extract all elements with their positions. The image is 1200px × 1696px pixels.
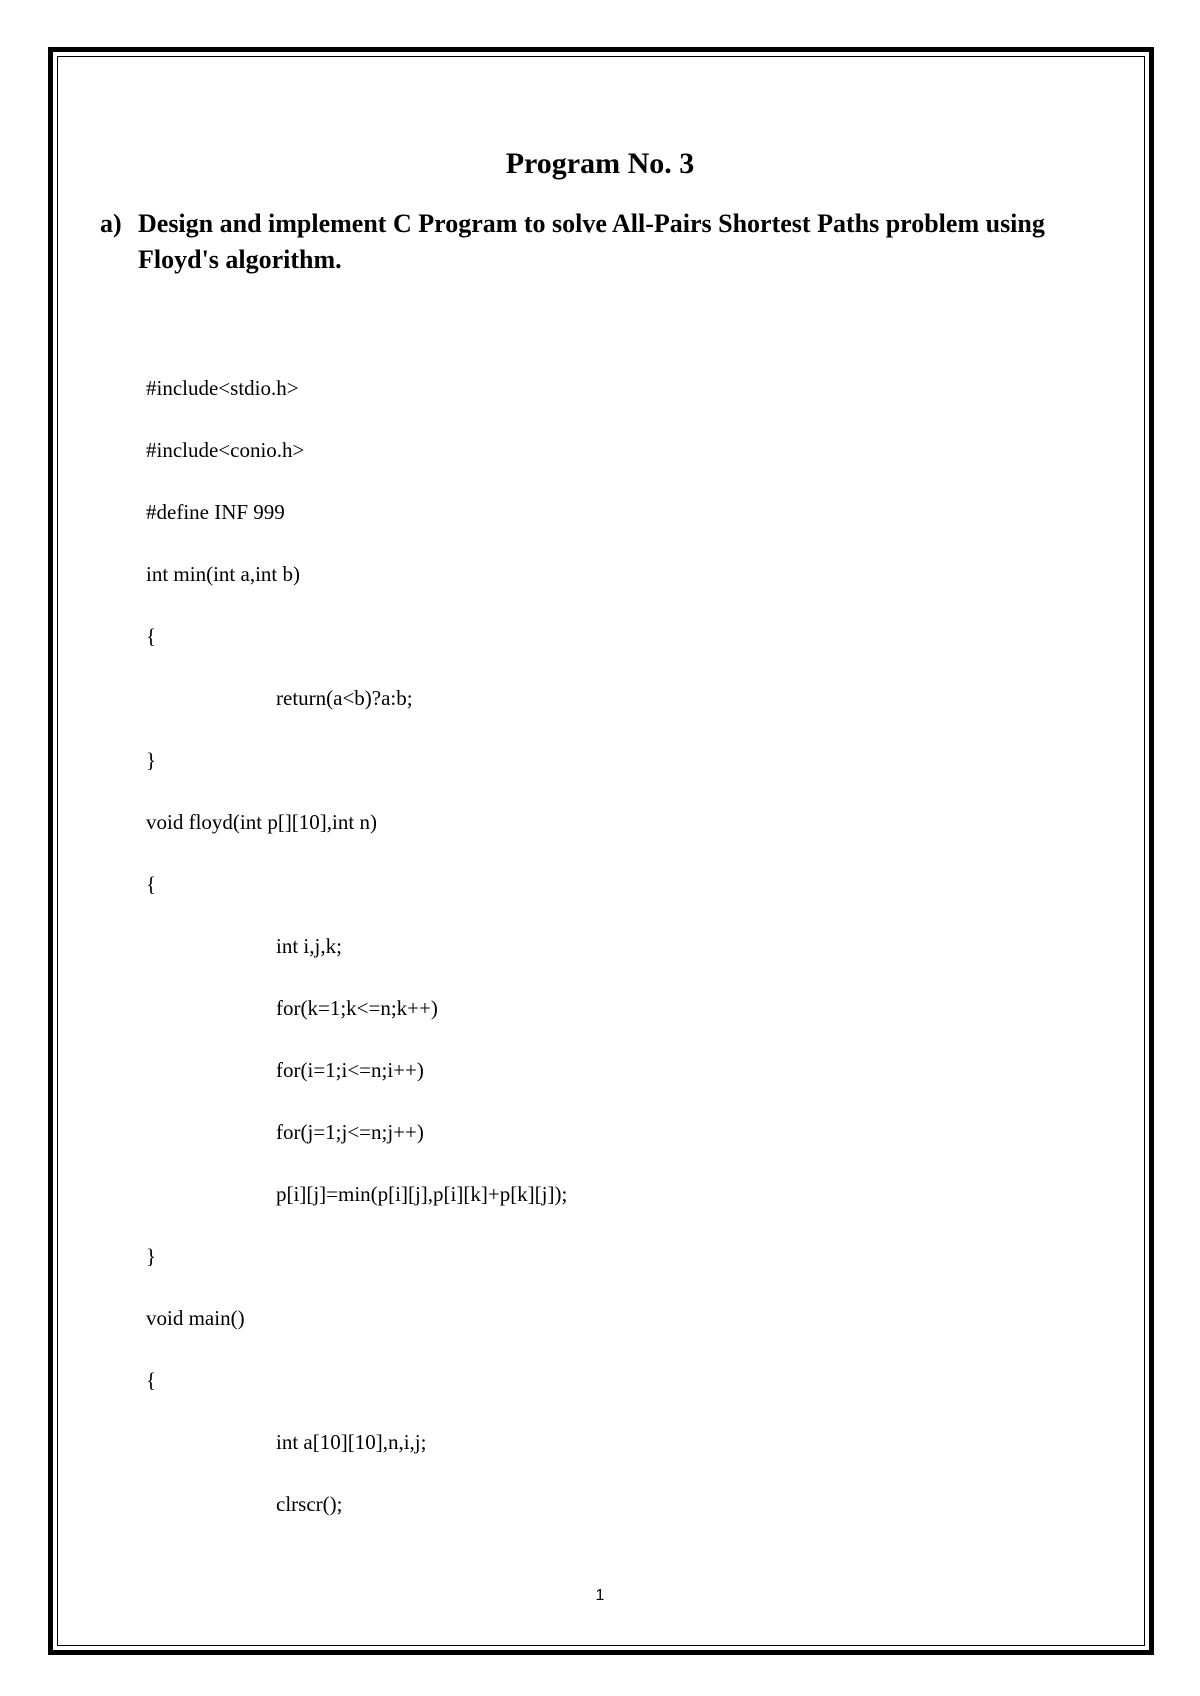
code-line: #define INF 999 bbox=[146, 500, 285, 524]
code-line: clrscr(); bbox=[276, 1492, 343, 1516]
code-line: void floyd(int p[][10],int n) bbox=[146, 810, 377, 834]
question-label: a) bbox=[100, 209, 122, 238]
page-number: 1 bbox=[595, 1587, 605, 1604]
code-line: void main() bbox=[146, 1306, 245, 1330]
code-line: int i,j,k; bbox=[276, 934, 342, 958]
code-line: } bbox=[146, 1244, 157, 1268]
page-border-inner bbox=[57, 56, 1145, 1646]
question-text: Design and implement C Program to solve All-Pairs Shortest Paths problem using Floyd's algorithm. bbox=[138, 209, 1045, 274]
code-line: #include<stdio.h> bbox=[146, 376, 299, 400]
code-line: #include<conio.h> bbox=[146, 438, 305, 462]
code-line: for(j=1;j<=n;j++) bbox=[276, 1120, 424, 1144]
code-line: { bbox=[146, 624, 157, 648]
code-line: { bbox=[146, 872, 157, 896]
code-line: for(i=1;i<=n;i++) bbox=[276, 1058, 424, 1082]
code-line: return(a<b)?a:b; bbox=[276, 686, 413, 710]
page-title: Program No. 3 bbox=[505, 147, 695, 180]
code-line: for(k=1;k<=n;k++) bbox=[276, 996, 438, 1020]
code-line: int min(int a,int b) bbox=[146, 562, 300, 586]
code-line: } bbox=[146, 748, 157, 772]
code-line: { bbox=[146, 1368, 157, 1392]
code-line: p[i][j]=min(p[i][j],p[i][k]+p[k][j]); bbox=[276, 1182, 568, 1206]
code-line: int a[10][10],n,i,j; bbox=[276, 1430, 427, 1454]
